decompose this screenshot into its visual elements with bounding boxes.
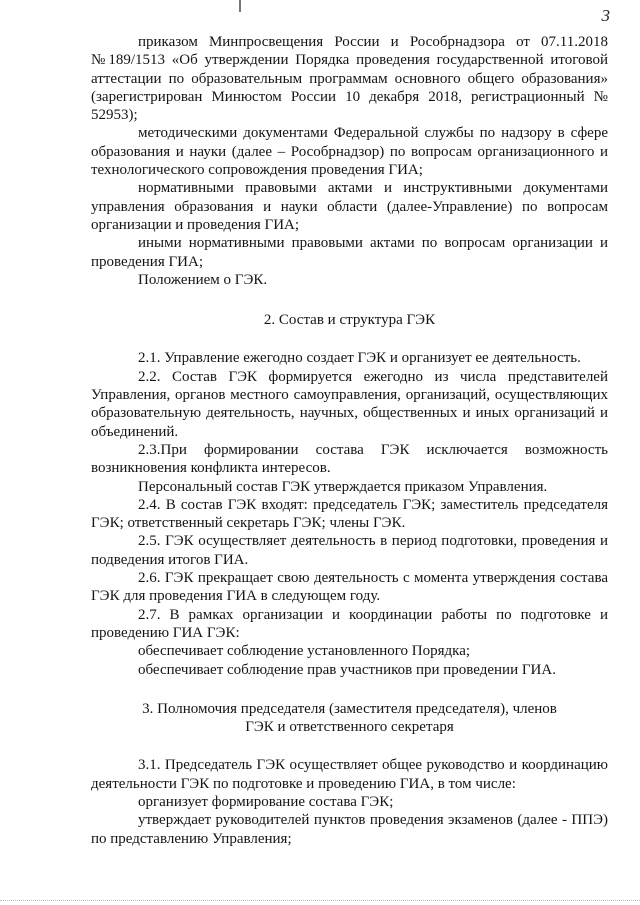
paragraph-methodical-docs: методическими документами Федеральной службы по надзору в сфере образования и науки (далее – Рособрнадзор) по вопросам организационного и технологического сопровождения проведения ГИА; [91, 125, 608, 179]
clause-3-1-item-2: утверждает руководителей пунктов проведения экзаменов (далее - ППЭ) по представлению Управления; [91, 812, 608, 847]
clause-2-1: 2.1. Управление ежегодно создает ГЭК и организует ее деятельность. [138, 350, 581, 367]
clause-2-3-personal: Персональный состав ГЭК утверждается приказом Управления. [138, 478, 548, 495]
section-2-heading: 2. Состав и структура ГЭК [263, 312, 436, 329]
paragraph-other-acts: иными нормативными правовыми актами по вопросам организации и проведения ГИА; [91, 235, 608, 270]
clause-2-2: 2.2. Состав ГЭК формируется ежегодно из числа представителей Управления, органов местного самоуправления, организаций, осуществляющих образовательную деятельность, научных, общественных и иных организаций и объединений. [91, 368, 608, 440]
paragraph-order-reference: приказом Минпросвещения России и Рособрнадзора от 07.11.2018 №189/1513 «Об утверждении Порядка проведения государственной итоговой аттестации по образовательным программам основного общего образования» (зарегистрирован Минюстом России 10 декабря 2018, регистрационный № 52953); [91, 34, 608, 124]
clause-2-6: 2.6. ГЭК прекращает свою деятельность с момента утверждения состава ГЭК для проведения ГИА в следующем году. [91, 570, 608, 605]
clause-2-7-item-1: обеспечивает соблюдение установленного Порядка; [138, 643, 471, 660]
scan-mark [239, 0, 241, 12]
document-body [91, 33, 608, 848]
clause-3-1: 3.1. Председатель ГЭК осуществляет общее руководство и координацию деятельности ГЭК по подготовке и проведению ГИА, в том числе: [91, 757, 608, 792]
section-3-heading-line-1: 3. Полномочия председателя (заместителя председателя), членов [142, 700, 557, 717]
page-number: 3 [601, 6, 610, 25]
clause-2-3: 2.3.При формировании состава ГЭК исключается возможность возникновения конфликта интересов. [91, 441, 608, 477]
clause-2-7-item-2: обеспечивает соблюдение прав участников при проведении ГИА. [138, 661, 556, 678]
paragraph-regulation: Положением о ГЭК. [138, 271, 268, 288]
clause-2-7: 2.7. В рамках организации и координации работы по подготовке и проведению ГИА ГЭК: [91, 606, 608, 641]
clause-3-1-item-1: организует формирование состава ГЭК; [138, 793, 394, 810]
scan-edge [0, 900, 640, 903]
section-3-heading-line-2: ГЭК и ответственного секретаря [245, 719, 454, 736]
clause-2-4: 2.4. В состав ГЭК входят: председатель ГЭК; заместитель председателя ГЭК; ответственный секретарь ГЭК; члены ГЭК. [91, 496, 608, 532]
paragraph-normative-acts: нормативными правовыми актами и инструктивными документами управления образования и науки области (далее-Управление) по вопросам организации и проведения ГИА; [91, 180, 608, 233]
clause-2-5: 2.5. ГЭК осуществляет деятельность в период подготовки, проведения и подведения итогов ГИА. [91, 533, 608, 568]
